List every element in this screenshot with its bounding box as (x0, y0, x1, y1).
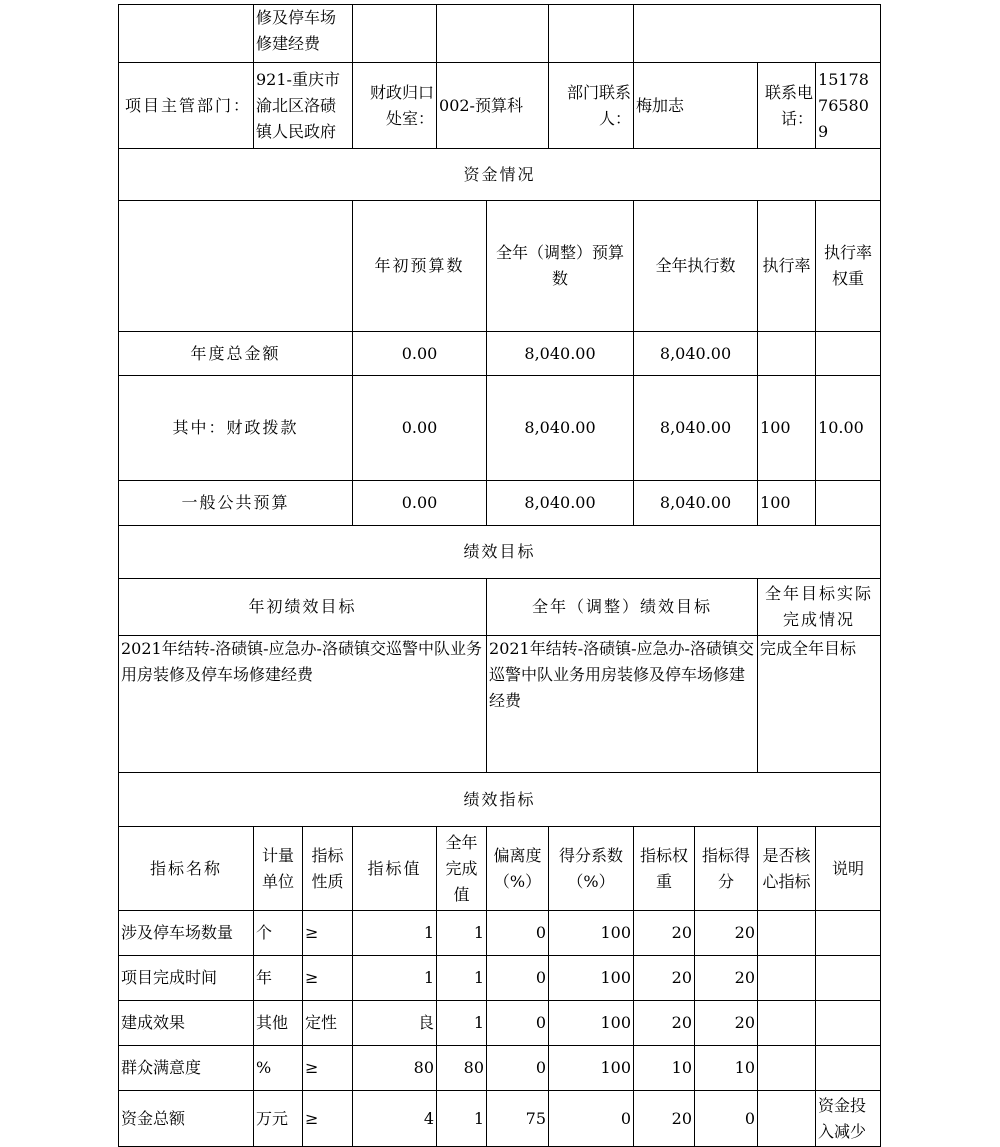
ind-actual: 1 (437, 911, 487, 956)
ind-coef: 100 (549, 911, 634, 956)
ind-name: 资金总额 (119, 1091, 254, 1147)
ind-target: 80 (353, 1046, 437, 1091)
initial-goal-text: 2021年结转-洛碛镇-应急办-洛碛镇交巡警中队业务用房装修及停车场修建经费 (119, 636, 487, 773)
funds-adjusted: 8,040.00 (487, 376, 634, 481)
ind-coef: 0 (549, 1091, 634, 1147)
funds-row-general (119, 481, 881, 526)
ind-note: 资金投入减少 (816, 1091, 881, 1147)
ind-deviation: 75 (487, 1091, 549, 1147)
project-name-row (119, 5, 881, 63)
funds-initial: 0.00 (353, 332, 487, 376)
contact-label: 部门联系人： (549, 63, 634, 149)
indicators-section-title: 绩效指标 (119, 773, 881, 827)
ind-target: 1 (353, 911, 437, 956)
funds-executed: 8,040.00 (634, 376, 758, 481)
ind-deviation: 0 (487, 956, 549, 1001)
funds-row-label: 年度总金额 (119, 332, 353, 376)
ind-note (816, 1046, 881, 1091)
ind-header-deviation: 偏离度（%） (487, 827, 549, 911)
funds-adjusted: 8,040.00 (487, 332, 634, 376)
adjusted-goal-text: 2021年结转-洛碛镇-应急办-洛碛镇交巡警中队业务用房装修及停车场修建经费 (487, 636, 758, 773)
ind-weight: 20 (634, 1001, 695, 1046)
funds-executed: 8,040.00 (634, 481, 758, 526)
dept-label: 项目主管部门： (119, 63, 254, 149)
funds-header-row (119, 201, 881, 332)
goals-header-adjusted: 全年（调整）绩效目标 (487, 579, 758, 636)
ind-score: 20 (695, 911, 758, 956)
project-name-cell: 修及停车场修建经费 (254, 5, 353, 63)
ind-weight: 20 (634, 956, 695, 1001)
ind-header-unit: 计量单位 (254, 827, 303, 911)
ind-name: 涉及停车场数量 (119, 911, 254, 956)
ind-nature: ≥ (303, 1046, 353, 1091)
dept-value: 921-重庆市渝北区洛碛镇人民政府 (254, 63, 353, 149)
ind-actual: 1 (437, 1091, 487, 1147)
ind-score: 20 (695, 1001, 758, 1046)
ind-name: 群众满意度 (119, 1046, 254, 1091)
funds-section-title: 资金情况 (119, 149, 881, 201)
finance-label: 财政归口处室： (353, 63, 437, 149)
ind-actual: 80 (437, 1046, 487, 1091)
funds-row-total (119, 332, 881, 376)
department-row (119, 63, 881, 149)
funds-header-rate: 执行率 (758, 201, 816, 332)
ind-nature: 定性 (303, 1001, 353, 1046)
ind-actual: 1 (437, 956, 487, 1001)
goals-header-actual: 全年目标实际完成情况 (758, 579, 881, 636)
goals-header-initial: 年初绩效目标 (119, 579, 487, 636)
ind-header-note: 说明 (816, 827, 881, 911)
ind-core (758, 911, 816, 956)
phone-label: 联系电话： (758, 63, 816, 149)
indicator-row (119, 1046, 881, 1091)
ind-header-nature: 指标性质 (303, 827, 353, 911)
ind-target: 4 (353, 1091, 437, 1147)
funds-adjusted: 8,040.00 (487, 481, 634, 526)
ind-name: 项目完成时间 (119, 956, 254, 1001)
ind-header-name: 指标名称 (119, 827, 254, 911)
funds-rate: 100 (758, 376, 816, 481)
ind-deviation: 0 (487, 911, 549, 956)
goals-content-row (119, 636, 881, 773)
ind-score: 10 (695, 1046, 758, 1091)
indicator-row (119, 1001, 881, 1046)
ind-deviation: 0 (487, 1001, 549, 1046)
indicator-row (119, 956, 881, 1001)
ind-unit: 万元 (254, 1091, 303, 1147)
ind-unit: 个 (254, 911, 303, 956)
phone-value: 15178765809 (816, 63, 881, 149)
ind-deviation: 0 (487, 1046, 549, 1091)
funds-header-initial: 年初预算数 (353, 201, 487, 332)
funds-rate (758, 332, 816, 376)
ind-unit: % (254, 1046, 303, 1091)
ind-note (816, 911, 881, 956)
goals-section-title: 绩效目标 (119, 526, 881, 579)
funds-header-weight: 执行率权重 (816, 201, 881, 332)
ind-score: 0 (695, 1091, 758, 1147)
ind-nature: ≥ (303, 911, 353, 956)
ind-weight: 20 (634, 1091, 695, 1147)
ind-header-score: 指标得分 (695, 827, 758, 911)
funds-rate: 100 (758, 481, 816, 526)
ind-name: 建成效果 (119, 1001, 254, 1046)
ind-note (816, 956, 881, 1001)
ind-header-actual: 全年完成值 (437, 827, 487, 911)
funds-initial: 0.00 (353, 481, 487, 526)
ind-coef: 100 (549, 956, 634, 1001)
ind-nature: ≥ (303, 956, 353, 1001)
funds-header-executed: 全年执行数 (634, 201, 758, 332)
ind-header-target: 指标值 (353, 827, 437, 911)
indicator-row (119, 911, 881, 956)
ind-core (758, 1046, 816, 1091)
ind-coef: 100 (549, 1046, 634, 1091)
actual-completion-text: 完成全年目标 (758, 636, 881, 773)
ind-target: 良 (353, 1001, 437, 1046)
funds-row-label: 一般公共预算 (119, 481, 353, 526)
ind-unit: 其他 (254, 1001, 303, 1046)
funds-weight: 10.00 (816, 376, 881, 481)
funds-header-adjusted: 全年（调整）预算数 (487, 201, 634, 332)
ind-note (816, 1001, 881, 1046)
ind-unit: 年 (254, 956, 303, 1001)
funds-initial: 0.00 (353, 376, 487, 481)
performance-table (118, 4, 881, 1147)
ind-nature: ≥ (303, 1091, 353, 1147)
finance-value: 002-预算科 (437, 63, 549, 149)
ind-target: 1 (353, 956, 437, 1001)
ind-actual: 1 (437, 1001, 487, 1046)
ind-header-weight: 指标权重 (634, 827, 695, 911)
ind-header-coef: 得分系数（%） (549, 827, 634, 911)
ind-core (758, 1001, 816, 1046)
funds-executed: 8,040.00 (634, 332, 758, 376)
ind-weight: 10 (634, 1046, 695, 1091)
ind-core (758, 956, 816, 1001)
indicator-row (119, 1091, 881, 1147)
ind-header-core: 是否核心指标 (758, 827, 816, 911)
funds-weight (816, 332, 881, 376)
ind-weight: 20 (634, 911, 695, 956)
funds-weight (816, 481, 881, 526)
funds-row-label: 其中：财政拨款 (119, 376, 353, 481)
goals-header-row (119, 579, 881, 636)
funds-row-fiscal (119, 376, 881, 481)
ind-score: 20 (695, 956, 758, 1001)
contact-value: 梅加志 (634, 63, 758, 149)
ind-core (758, 1091, 816, 1147)
indicators-header-row (119, 827, 881, 911)
ind-coef: 100 (549, 1001, 634, 1046)
